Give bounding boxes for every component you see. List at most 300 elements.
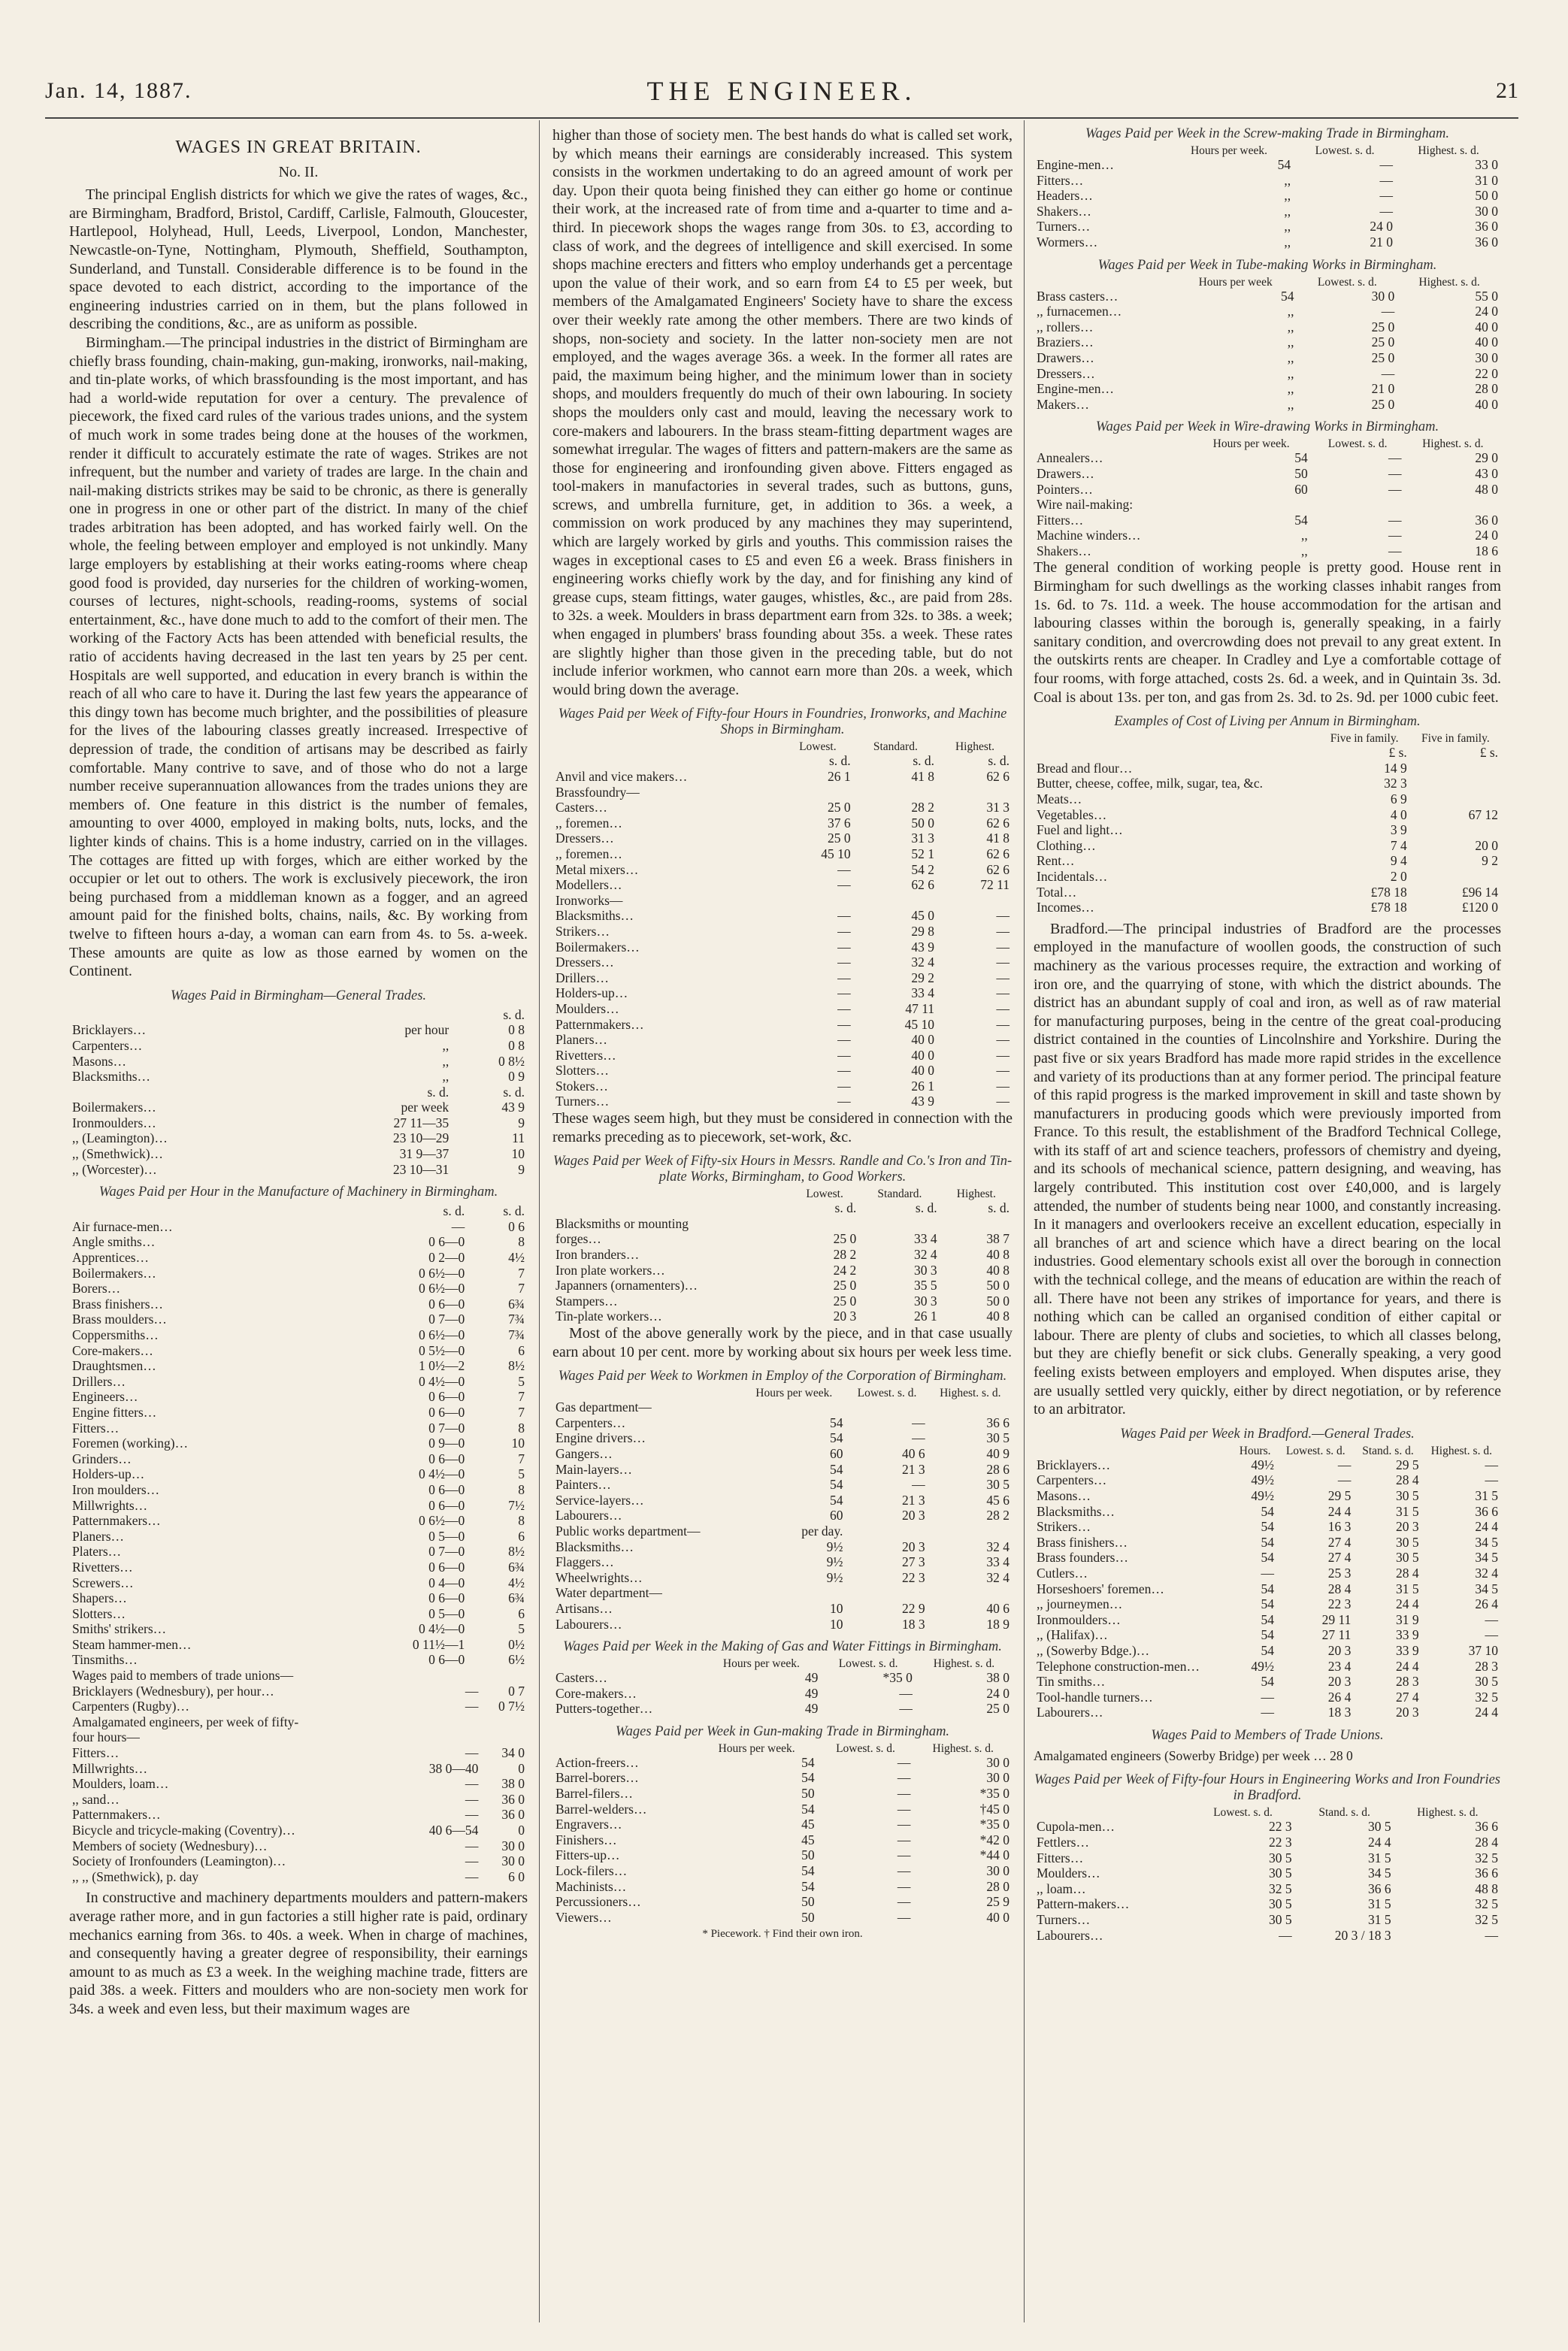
cell-value: 27 4 [1327, 1534, 1352, 1550]
cell-value: 0 6½—0 [418, 1281, 465, 1297]
cell-value: 37 10 [1468, 1642, 1498, 1658]
cell-value: 36 6 [1475, 1503, 1498, 1519]
table-header-row [1034, 145, 1501, 157]
cell-value: 36 0 [501, 1807, 525, 1823]
cell-value [1311, 497, 1405, 513]
cell-value: — [996, 939, 1010, 955]
cell-value: 0 6—0 [428, 1451, 465, 1466]
table-row [1034, 1612, 1501, 1628]
cell-value: — [1379, 203, 1394, 219]
table-row [552, 1786, 1013, 1802]
cell-value: 36 6 [1475, 1865, 1498, 1881]
row-label: Casters… [555, 800, 608, 815]
cell-value: 36 0 [501, 1791, 525, 1807]
cell-value: 26 1 [913, 1309, 937, 1324]
cell-value: *42 0 [979, 1832, 1010, 1847]
row-label: Vegetables… [1037, 806, 1107, 822]
page-number: 21 [1496, 78, 1518, 103]
cell-value: 40 0 [911, 1063, 935, 1079]
column-header: Stand. s. d. [1318, 1806, 1370, 1820]
row-label [69, 1007, 307, 1023]
column-header: Five in family. [1330, 732, 1399, 746]
row-label: Society of Ironfounders (Leamington)… [72, 1853, 286, 1869]
cell-value: 50 0 [986, 1278, 1010, 1294]
table-row [69, 1250, 528, 1266]
table-row [552, 769, 1013, 785]
table-row [552, 939, 1013, 955]
cell-value: 0 4½—0 [418, 1466, 465, 1482]
cell-value: 47 11 [905, 1000, 935, 1016]
row-label: Pointers… [1037, 481, 1093, 497]
cell-value: — [465, 1683, 479, 1699]
table-caption: Wages Paid per Week to Workmen in Employ of the Corporation of Birmingham. [558, 1369, 1007, 1384]
cell-value: 8 [518, 1234, 525, 1250]
row-label: Action-freers… [555, 1754, 639, 1770]
cell-value: 36 6 [1367, 1880, 1391, 1896]
table-row [552, 1770, 1013, 1786]
cell-value: s. d. [988, 1200, 1010, 1216]
cell-value: 45 [801, 1832, 815, 1847]
cell-value: 33 9 [1395, 1642, 1419, 1658]
row-label: Amalgamated engineers, per week of fifty- [72, 1714, 299, 1729]
cell-value: 38 0 [501, 1776, 525, 1792]
cell-value: 45 10 [821, 846, 851, 861]
cell-value: 34 5 [1475, 1581, 1498, 1596]
table-row [1034, 289, 1501, 304]
cell-value: 54 [1261, 1503, 1275, 1519]
row-label [69, 1203, 341, 1219]
cell-value: 30 3 [913, 1262, 937, 1278]
table-row [69, 1343, 528, 1359]
cell-value: — [837, 955, 851, 970]
table-row [69, 1451, 528, 1467]
table-row [1034, 319, 1501, 335]
table-row [552, 970, 1013, 986]
cell-value: 24 0 [1475, 304, 1498, 319]
table-row [69, 1130, 528, 1146]
cell-value: 30 5 [1268, 1912, 1292, 1928]
table-row [1034, 1659, 1501, 1675]
table-row [552, 1415, 1013, 1431]
row-label: Ironmoulders… [1037, 1611, 1121, 1627]
table-row [552, 1048, 1013, 1064]
table-row [69, 1022, 528, 1038]
column-header [1034, 733, 1319, 745]
cell-value: 20 3 [901, 1539, 925, 1554]
table-row [69, 1069, 528, 1085]
cell-value: 32 5 [1475, 1912, 1498, 1928]
cell-value: — [996, 955, 1010, 970]
row-label: Core-makers… [72, 1342, 153, 1358]
row-label: Labourers… [555, 1508, 622, 1523]
table-caption: Wages Paid per Week in the Making of Gas and Water Fittings in Birmingham. [563, 1639, 1002, 1655]
row-label: Wire nail-making: [1037, 497, 1134, 513]
cell-value: 18 6 [1475, 543, 1498, 558]
cell-value: 7 [518, 1451, 525, 1466]
cell-value: 48 8 [1475, 1880, 1498, 1896]
cell-value: 9½ [826, 1569, 843, 1585]
cell-value: 29 8 [911, 923, 935, 939]
row-label: Fitters-up… [555, 1847, 620, 1863]
cell-value: 54 [1261, 1534, 1275, 1550]
cell-value: 32 5 [1268, 1880, 1292, 1896]
cell-value: ,, [1287, 381, 1294, 397]
column-header [552, 1387, 742, 1399]
column-header: Hours per week. [1190, 144, 1267, 157]
cell-value: 5 [518, 1621, 525, 1637]
cell-value: 0 4½—0 [418, 1621, 465, 1637]
cell-value: s. d. [503, 1203, 525, 1219]
cell-value: — [465, 1838, 479, 1853]
cell-value: — [1261, 1565, 1275, 1581]
cell-value: 62 6 [986, 861, 1010, 877]
cell-value: 49½ [1251, 1457, 1275, 1472]
cell-value: 41 8 [911, 769, 935, 784]
column-header: Highest. [955, 740, 995, 754]
cell-value: 40 8 [986, 1309, 1010, 1324]
table-row [69, 1203, 528, 1219]
table-row [552, 753, 1013, 769]
row-label: Patternmakers… [72, 1513, 161, 1529]
cell-value: 0 7½ [498, 1699, 525, 1714]
row-label: Brass finishers… [72, 1296, 164, 1312]
cell-value: 21 0 [1370, 234, 1394, 250]
cell-value: 31 0 [1475, 172, 1498, 188]
cell-value: 54 [1261, 1674, 1275, 1690]
cell-value: 62 6 [986, 769, 1010, 784]
table-row [69, 1853, 528, 1869]
table-row [69, 1466, 528, 1482]
cell-value: — [996, 1063, 1010, 1079]
cell-value: 25 0 [1371, 349, 1395, 365]
cell-value: 2 0 [1390, 868, 1407, 884]
wage-table [1034, 1445, 1501, 1720]
table-row [69, 1792, 528, 1808]
row-label: Braziers… [1037, 334, 1094, 350]
cell-value: 0 2—0 [428, 1250, 465, 1266]
cell-value [790, 1216, 859, 1232]
table-row [69, 1838, 528, 1854]
table-row [1034, 1581, 1501, 1597]
cell-value: — [996, 1078, 1010, 1094]
cell-value: 0 6—0 [428, 1497, 465, 1513]
table-row [1034, 1457, 1501, 1473]
cell-value: — [897, 1863, 911, 1879]
cell-value: 6 0 [508, 1868, 525, 1884]
cell-value: 24 4 [1395, 1596, 1419, 1612]
row-label: Shapers… [72, 1590, 127, 1606]
cell-value: 25 0 [833, 1278, 857, 1294]
cell-value: 23 10—29 [392, 1130, 450, 1146]
cell-value: 27 3 [901, 1554, 925, 1570]
table-row [1034, 745, 1501, 761]
cell-value: 11 [512, 1130, 525, 1146]
row-label: Clothing… [1037, 837, 1096, 853]
table-caption: Wages Paid per Hour in the Manufacture of Machinery in Birmingham. [98, 1185, 498, 1200]
table-row [552, 1863, 1013, 1879]
column-header: Hours per week. [718, 1741, 795, 1755]
cell-value [928, 1585, 1013, 1601]
cell-value: 30 0 [986, 1754, 1010, 1770]
cell-value: — [465, 1776, 479, 1792]
cell-value: 41 8 [986, 831, 1010, 846]
cell-value: — [1261, 1689, 1275, 1705]
row-label: Anvil and vice makers… [555, 769, 688, 784]
cell-value: 40 0 [1475, 396, 1498, 412]
cell-value: 28 3 [1395, 1674, 1419, 1690]
cell-value: 0 6—0 [428, 1296, 465, 1312]
table-row [1034, 1928, 1501, 1944]
cell-value: 0 6½—0 [418, 1513, 465, 1529]
row-label: Shakers… [1037, 543, 1091, 558]
table-row [552, 1894, 1013, 1910]
page-header [45, 75, 1518, 113]
row-label: Bread and flour… [1037, 760, 1133, 776]
cell-value: 24 0 [1370, 219, 1394, 234]
table-row [552, 1032, 1013, 1048]
cell-value: 40 0 [1475, 334, 1498, 350]
cell-value: 28 0 [986, 1878, 1010, 1894]
cell-value: 36 6 [1475, 1819, 1498, 1835]
table-row [69, 1162, 528, 1178]
cell-value: — [912, 1430, 925, 1446]
cell-value: 54 [1280, 288, 1294, 304]
cell-value: 40 6 [901, 1445, 925, 1461]
row-label: Boilermakers… [72, 1265, 156, 1281]
cell-value: 4 0 [1390, 806, 1407, 822]
cell-value: 54 [801, 1754, 815, 1770]
table-row [1034, 1472, 1501, 1488]
table-row [1034, 397, 1501, 413]
cell-value: — [837, 1000, 851, 1016]
cell-value: 50 [801, 1909, 815, 1925]
row-label: Drillers… [555, 970, 609, 985]
column-header: Lowest. s. d. [1315, 144, 1375, 157]
cell-value: 32 5 [1475, 1689, 1498, 1705]
cell-value: 62 6 [911, 877, 935, 893]
cell-value: 45 10 [904, 1016, 935, 1032]
row-label: ,, foremen… [555, 815, 622, 831]
cell-value: 26 1 [911, 1078, 935, 1094]
table-row [552, 815, 1013, 831]
cell-value: 0 6—0 [428, 1234, 465, 1250]
cell-value: s. d. [834, 1200, 857, 1216]
table-row [1034, 219, 1501, 234]
table-row [1034, 234, 1501, 250]
cell-value [1410, 822, 1501, 838]
column-header: Lowest. s. d. [1327, 437, 1388, 451]
cell-value: 32 4 [986, 1539, 1010, 1554]
cell-value: 54 [1261, 1611, 1275, 1627]
table-caption: Wages Paid per Week in Wire-drawing Works in Birmingham. [1095, 419, 1439, 435]
cell-value: 38 0—40 [428, 1760, 479, 1776]
cell-value: s. d. [828, 753, 851, 769]
table-row [552, 908, 1013, 924]
cell-value: — [996, 1032, 1010, 1048]
cell-value: ,, [1287, 365, 1294, 381]
cell-value: 49½ [1251, 1658, 1275, 1674]
cell-value: 30 5 [1268, 1850, 1292, 1865]
cell-value: 23 4 [1327, 1658, 1352, 1674]
cell-value: 54 [1261, 1519, 1275, 1535]
row-label: Total… [1037, 884, 1077, 900]
cell-value [854, 785, 937, 800]
cell-value: 31 5 [1475, 1487, 1498, 1503]
cell-value: 9 4 [1390, 853, 1407, 869]
cell-value: 27 11 [1321, 1627, 1352, 1643]
table-row [1034, 761, 1501, 776]
cell-value: 55 0 [1475, 288, 1498, 304]
table-row [552, 1802, 1013, 1817]
cell-value: 22 9 [901, 1600, 925, 1616]
cell-value: 8 [518, 1513, 525, 1529]
table-header-row [552, 1743, 1013, 1755]
cell-value: 29 11 [1321, 1611, 1352, 1627]
table-row [552, 1879, 1013, 1895]
cell-value: 72 11 [980, 877, 1010, 893]
cell-value: 6¾ [508, 1559, 525, 1575]
cell-value: 10 [829, 1616, 843, 1632]
cell-value: 0 6½—0 [418, 1265, 465, 1281]
cell-value: 18 9 [986, 1616, 1010, 1632]
cell-value: 26 4 [1475, 1596, 1498, 1612]
cell-value: 34 5 [1367, 1865, 1391, 1881]
cell-value: 20 0 [1475, 837, 1498, 853]
cell-value: 50 0 [1475, 188, 1498, 204]
cell-value: — [996, 985, 1010, 1001]
cell-value: — [1379, 157, 1394, 172]
row-label: Labourers… [1037, 1705, 1103, 1720]
cell-value: 54 [801, 1770, 815, 1786]
table-row [552, 1617, 1013, 1632]
table-row [552, 1832, 1013, 1848]
row-label: Tinsmiths… [72, 1652, 138, 1668]
cell-value: 45 [801, 1817, 815, 1832]
table-row [552, 1399, 1013, 1415]
table-row [552, 1585, 1013, 1601]
row-label: Wages paid to members of trade unions— [72, 1668, 294, 1684]
table-caption: Wages Paid per Week in Bradford.—General Trades. [1120, 1426, 1415, 1442]
cell-value: 5 [518, 1373, 525, 1389]
cell-value: — [1379, 172, 1394, 188]
table-row [552, 1847, 1013, 1863]
row-label: Incomes… [1037, 900, 1094, 915]
cell-value: — [837, 1078, 851, 1094]
table-row [552, 1601, 1013, 1617]
cell-value: — [837, 861, 851, 877]
table-row [1034, 173, 1501, 189]
cell-value: 36 0 [1475, 219, 1498, 234]
cell-value: 7¾ [508, 1327, 525, 1342]
row-label: Barrel-filers… [555, 1786, 634, 1802]
cell-value: 40 6 [986, 1600, 1010, 1616]
cell-value: ,, [1287, 304, 1294, 319]
cell-value: — [465, 1868, 479, 1884]
cell-value: 33 9 [1395, 1627, 1419, 1643]
cell-value: 31 3 [911, 831, 935, 846]
row-label: Butter, cheese, coffee, milk, sugar, tea, &c. [1037, 776, 1264, 791]
row-label: Finishers… [555, 1832, 617, 1847]
cell-value: ,, [442, 1069, 450, 1085]
column-header: Hours per week. [1212, 437, 1290, 451]
cell-value: — [1485, 1472, 1498, 1488]
row-label: Coppersmiths… [72, 1327, 159, 1342]
row-label: Turners… [1037, 219, 1091, 234]
cell-value [854, 893, 937, 909]
cell-value [937, 785, 1013, 800]
cell-value: 7¾ [508, 1312, 525, 1327]
table-caption: Wages Paid per Week of Fifty-six Hours in Messrs. Randle and Co.'s Iron and Tin-plate Works, Birmingham, to Good Workers. [552, 1154, 1013, 1185]
cell-value: 54 [801, 1801, 815, 1817]
cell-value: — [1261, 1705, 1275, 1720]
cell-value: — [465, 1699, 479, 1714]
cell-value: 0 4—0 [428, 1575, 465, 1590]
row-label: Apprentices… [72, 1250, 150, 1266]
row-label: Moulders… [1037, 1865, 1100, 1881]
cell-value: — [899, 1685, 913, 1701]
cell-value: 30 5 [986, 1430, 1010, 1446]
cell-value: 32 4 [911, 955, 935, 970]
cell-value: 30 5 [1395, 1487, 1419, 1503]
cell-value: 50 [1294, 465, 1308, 481]
cell-value [1410, 791, 1501, 807]
cell-value: 32 4 [986, 1569, 1010, 1585]
cell-value: 0 5—0 [428, 1528, 465, 1544]
cell-value [1410, 776, 1501, 791]
column-header: Highest. s. d. [933, 1657, 995, 1671]
cell-value: 8 [518, 1481, 525, 1497]
row-label: Flaggers… [555, 1554, 614, 1570]
cell-value: 54 [829, 1477, 843, 1493]
row-label: Moulders… [555, 1000, 619, 1016]
cell-value: — [1388, 528, 1402, 543]
table-row [552, 846, 1013, 862]
cell-value: — [837, 1047, 851, 1063]
cell-value: *44 0 [979, 1847, 1010, 1863]
table-row [69, 1590, 528, 1606]
table-header-row [552, 1387, 1013, 1399]
cell-value [859, 1216, 940, 1232]
column-header [1034, 1807, 1191, 1819]
table-row [1034, 1596, 1501, 1612]
row-label: ,, rollers… [1037, 319, 1094, 334]
cell-value: — [897, 1832, 911, 1847]
paragraph: Birmingham.—The principal industries in the district of Birmingham are chiefly brass founding, chain-making, gun-making, ironworks, nail-making, and tin-plate works, of which brassfounding is the most important, and has had a world-wide reputation for over a century. The prevalence of piecework, the fixed card rules of the various trades unions, and the system of much work in some trades being done at the houses of the workmen, render it difficult to accurately estimate the rate of wages. Strikes are not infrequent, but the number and variety of trades are large. In the chain and nail-making districts strikes may be said to be chronic, as there is generally one in progress in one or other part of the district. In many of the chief trades arbitration has been adopted, and has worked fairly well. On the whole, the feeling between employer and employed is not unkindly. Many large employers by establishing at their works eating-rooms where cheap good food is provided, day nurseries for the children of working-women, courses of lectures, night-schools, reading-rooms, systems of social entertainment, &c., have done much to add to the comfort of their men. The working of the Factory Acts has been attended with beneficial results, the ratio of accidents having decreased in the last ten years by 25 per cent. Hospitals are well supported, and education in every branch is within the reach of all who care to have it. During the last few years the appearance of this dingy town has become much brighter, and the possibilities of pleasure for the lives of the labouring classes greatly increased. Irrespective of depression of trade, the condition of artisans may be described as fairly comfortable. Many contrive to save, and of those who do not a large number receive superannuation allowances from the trades unions they are members of. One feature in this district is the number of females, amounting to over 4000, employed in making bolts, nuts, locks, and the lighter kinds of chains. This is a home industry, carried on in the villages. The cottages are fitted up with forges, which are either worked by the occupier or let out to others. The work is exclusively piecework, the iron being purchased from a middleman known as a fogger, and an agreed amount paid for the finished bolts, chains, nails, &c. By working from twelve to fifteen hours a-day, a woman can earn from 4s. to 5s. a-week. These amounts are quite as low as those earned by women on the Continent. [69, 334, 528, 980]
cell-value: 22 0 [1475, 365, 1498, 381]
row-label: Brass finishers… [1037, 1534, 1128, 1550]
cell-value: 10 [511, 1146, 525, 1162]
row-label: Ironworks— [555, 892, 623, 908]
column-header: Hours. [1239, 1444, 1271, 1457]
column-header: Lowest. [806, 1188, 843, 1201]
table-row [1034, 1535, 1501, 1551]
table-row [1034, 1835, 1501, 1850]
row-label: Stokers… [555, 1078, 608, 1094]
table-row [552, 1462, 1013, 1478]
table-row [1034, 1627, 1501, 1643]
wage-table [552, 741, 1013, 1109]
paragraph: The principal English districts for which we give the rates of wages, &c., are Birmingham, Bradford, Bristol, Cardiff, Carlisle, Falmouth, Gloucester, Hartlepool, Holyhead, Hull, Leeds, Liverpool, London, Manchester, Newcastle-on-Tyne, Nottingham, Plymouth, Sheffield, Southampton, Sunderland, and Tunstall. Considerable difference is to be found in the space devoted to each district, according to the importance of the engineering industries carried on in them, but the plans followed in describing the conditions, &c., are as uniform as possible. [69, 186, 528, 333]
cell-value: 49 [804, 1701, 819, 1717]
row-label: Pattern-makers… [1037, 1896, 1130, 1912]
cell-value: 28 4 [1475, 1835, 1498, 1850]
table-row [552, 1216, 1013, 1232]
cell-value: 9½ [826, 1539, 843, 1554]
row-label: Headers… [1037, 188, 1093, 204]
article-number: No. II. [278, 163, 319, 180]
cell-value: 0 6—0 [428, 1559, 465, 1575]
cell-value: 23 10—31 [392, 1161, 450, 1177]
